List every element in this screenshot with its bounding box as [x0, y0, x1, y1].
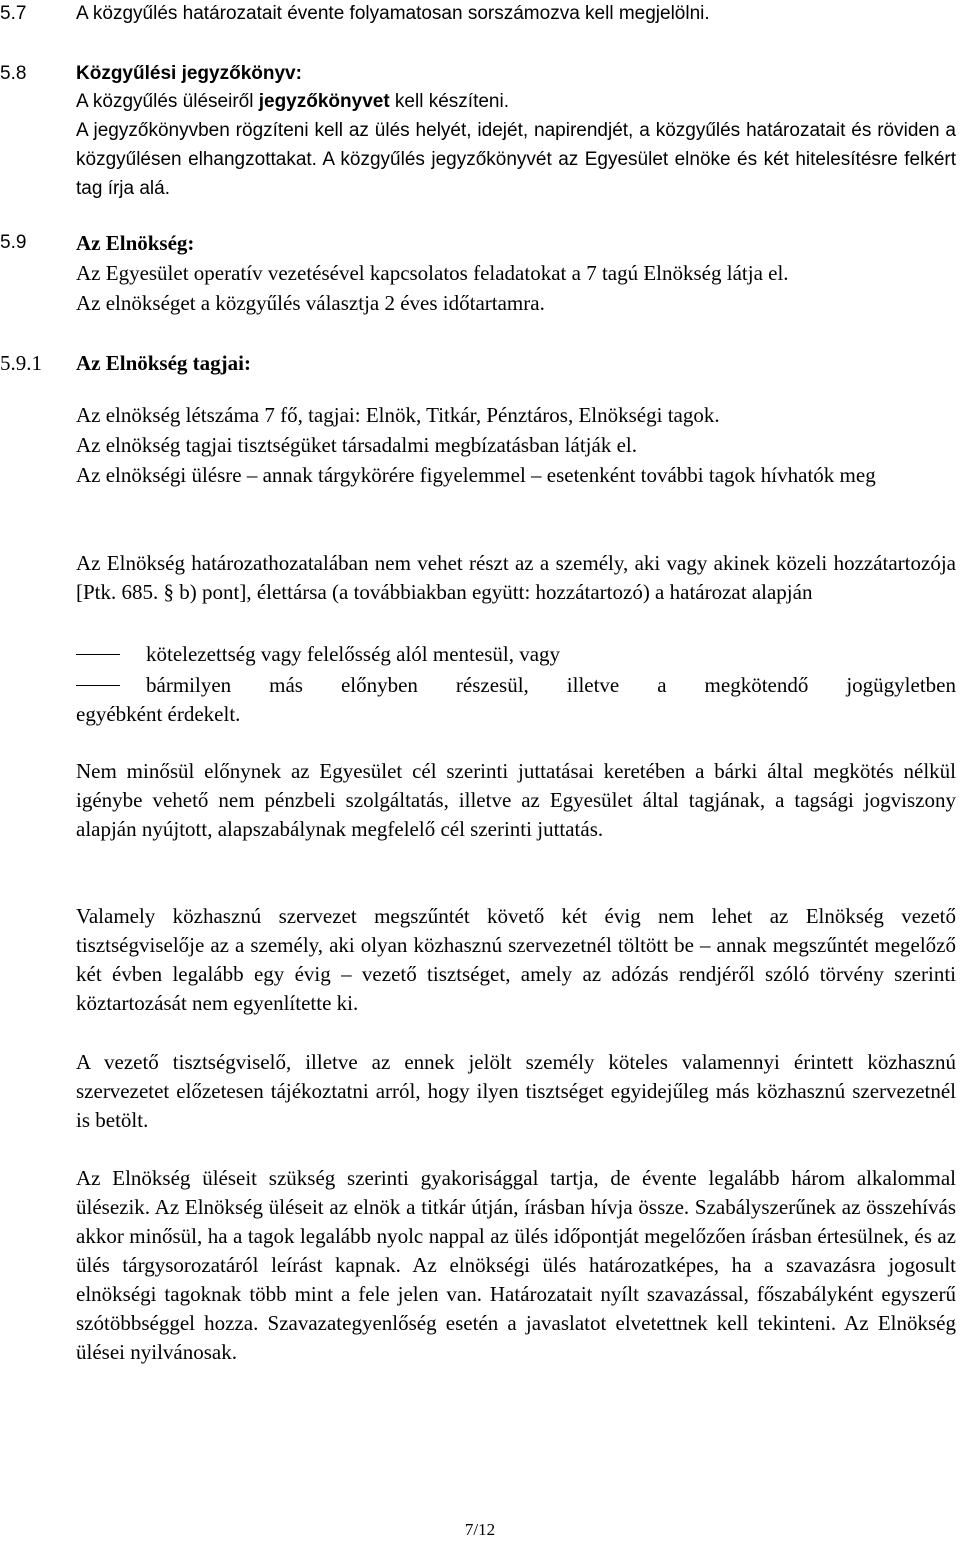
section-heading: Közgyűlési jegyzőkönyv: — [76, 63, 302, 84]
section-number: 5.7 — [0, 3, 27, 24]
benefit-paragraph: Nem minősül előnynek az Egyesület cél szerinti juttatásai keretében a bárki által megkötés nélkül igénybe vehető nem pénzbeli szolgáltatás, illetve az Egyesület által tagjának, a tagsági jogviszony alapján nyújtott, alapszabálynak megfelelő cél szerinti juttatás. — [76, 759, 956, 841]
conflict-paragraph: Az Elnökség határozathozatalában nem vehet részt az a személy, aki vagy akinek közeli hozzátartozója [Ptk. 685. § b) pont], élettársa (a továbbiakban együtt: hozzátartozó) a határozat alapján — [76, 551, 956, 604]
section-paragraph: A jegyzőkönyvben rögzíteni kell az ülés helyét, idejét, napirendjét, a közgyűlés határozatait és röviden a közgyűlésen elhangzottakat. A közgyűlés jegyzőkönyvét az Egyesület elnöke és két hitelesítésre felkért tag írja alá. — [76, 120, 956, 199]
inform-paragraph: A vezető tisztségviselő, illetve az ennek jelölt személy köteles valamennyi érintett közhasznú szervezetet előzetesen tájékoztatni arról, hogy ilyen tisztséget egyidejűleg más közhasznú szervezetnél is betölt. — [76, 1050, 956, 1132]
section-heading: Az Elnökség: — [76, 231, 195, 255]
section-number: 5.9.1 — [0, 351, 42, 375]
former-officer-paragraph: Valamely közhasznú szervezet megszűntét követő két évig nem lehet az Elnökség vezető tisztségviselője az a személy, aki olyan közhasznú szervezetnél töltött be – annak megszűntét megelőző két évben legalább egy évig – vezető tisztséget, amely az adózás rendjéről szóló törvény szerinti köztartozását nem egyenlítette ki. — [76, 904, 956, 1015]
section-line: Az elnökség tagjai tisztségüket társadalmi megbízatásban látják el. — [76, 433, 637, 457]
page-number: 7/12 — [464, 1520, 496, 1539]
dash-continuation: egyébként érdekelt. — [76, 702, 241, 726]
section-heading: Az Elnökség tagjai: — [76, 351, 251, 375]
meetings-paragraph: Az Elnökség üléseit szükség szerinti gyakorisággal tartja, de évente legalább három alkalommal ülésezik. Az Elnökség üléseit az elnök a titkár útján, írásban hívja össze. Szabályszerűnek az összehívás akkor minősül, ha a tagok legalább nyolc nappal az ülés időpontját megelőzően írásban értesülnek, és az ülés tárgysorozatáról leírást kapnak. Az elnökségi ülés határozatképes, ha a szavazásra jogosult elnökségi tagoknak több mint a fele jelen van. Határozatait nyílt szavazással, főszabályként egyszerű szótöbbséggel hozza. Szavazategyenlőség esetén a javaslatot elvetettnek kell tekinteni. Az Elnökség ülései nyilvánosak. — [76, 1166, 956, 1364]
section-line: Az elnökség létszáma 7 fő, tagjai: Elnök, Titkár, Pénztáros, Elnökségi tagok. — [76, 403, 720, 427]
section-line: Az Egyesület operatív vezetésével kapcsolatos feladatokat a 7 tagú Elnökség látja el. — [76, 261, 789, 285]
dash-icon — [76, 654, 120, 655]
section-line: Az elnökséget a közgyűlés választja 2 éves időtartamra. — [76, 291, 545, 315]
document-page: 5.7 A közgyűlés határozatait évente folyamatosan sorszámozva kell megjelölni. 5.8 Közgyűlési jegyzőkönyv: A közgyűlés üléseiről jegyzőkönyvet kell készíteni. A jegyzőkönyvben rögzíteni kell az ülés helyét, idejét, napirendjét, a közgyűlés határozatait és röviden a közgyűlésen elhangzottakat. A közgyűlés jegyzőkönyvét az Egyesület elnöke és két hitelesítésre felkért tag írja alá. 5.9 Az Elnökség: Az Egyesület operatív vezetésével kapcsolatos feladatokat a 7 tagú Elnökség látja el. Az elnökséget a közgyűlés választja 2 éves időtartamra. 5.9.1 Az Elnökség tagjai: Az elnökség létszáma 7 fő, tagjai: Elnök, Titkár, Pénztáros, Elnökségi tagok. Az elnökség tagjai tisztségüket társadalmi megbízatásban látják el. Az elnökségi ülésre – annak tárgykörére figyelemmel – esetenként további tagok hívhatók meg Az Elnökség határozathozatalában nem vehet részt az a személy, aki vagy akinek közeli hozzátartozója [Ptk. 685. § b) pont], élettársa (a továbbiakban együtt: hozzátartozó) a határozat alapján kötelezettség vagy felelősség alól mentesül, vagy bármilyen más előnyben részesül, illetve a megkötendő jogügyletben egyébként érdekelt. Nem minősül előnynek az Egyesület cél szerinti juttatásai keretében a bárki által megkötés nélkül igénybe vehető nem pénzbeli szolgáltatás, illetve az Egyesület által tagjának, a tagsági jogviszony alapján nyújtott, alapszabálynak megfelelő cél szerinti juttatás. Valamely közhasznú szervezet megszűntét követő két évig nem lehet az Elnökség vezető tisztségviselője az a személy, aki olyan közhasznú szervezetnél töltött be – annak megszűntét megelőző két évben legalább egy évig – vezető tisztséget, amely az adózás rendjéről szóló törvény szerinti köztartozását nem egyenlítette ki. A vezető tisztségviselő, illetve az ennek jelölt személy köteles valamennyi érintett közhasznú szervezetet előzetesen tájékoztatni arról, hogy ilyen tisztséget egyidejűleg más közhasznú szervezetnél is betölt. Az Elnökség üléseit szükség szerinti gyakorisággal tartja, de évente legalább három alkalommal ülésezik. Az Elnökség üléseit az elnök a titkár útján, írásban hívja össze. Szabályszerűnek az összehívás akkor minősül, ha a tagok legalább nyolc nappal az ülés időpontját megelőzően írásban értesülnek, és az ülés tárgysorozatáról leírást kapnak. Az elnökségi ülés határozatképes, ha a szavazásra jogosult elnökségi tagoknak több mint a fele jelen van. Határozatait nyílt szavazással, főszabályként egyszerű szótöbbséggel hozza. Szavazategyenlőség esetén a javaslatot elvetettnek kell tekinteni. Az Elnökség ülései nyilvánosak. 7/12 — [0, 0, 960, 1543]
section-number: 5.9 — [0, 232, 27, 253]
members-block — [76, 400, 956, 490]
section-text: A közgyűlés határozatait évente folyamatosan sorszámozva kell megjelölni. — [76, 3, 710, 24]
dash-icon — [76, 685, 120, 686]
section-paragraph: Az elnökségi ülésre – annak tárgykörére figyelemmel – esetenként további tagok hívhatók meg — [76, 463, 876, 487]
section-number: 5.8 — [0, 63, 27, 84]
section-line: A közgyűlés üléseiről jegyzőkönyvet kell készíteni. — [76, 91, 509, 112]
